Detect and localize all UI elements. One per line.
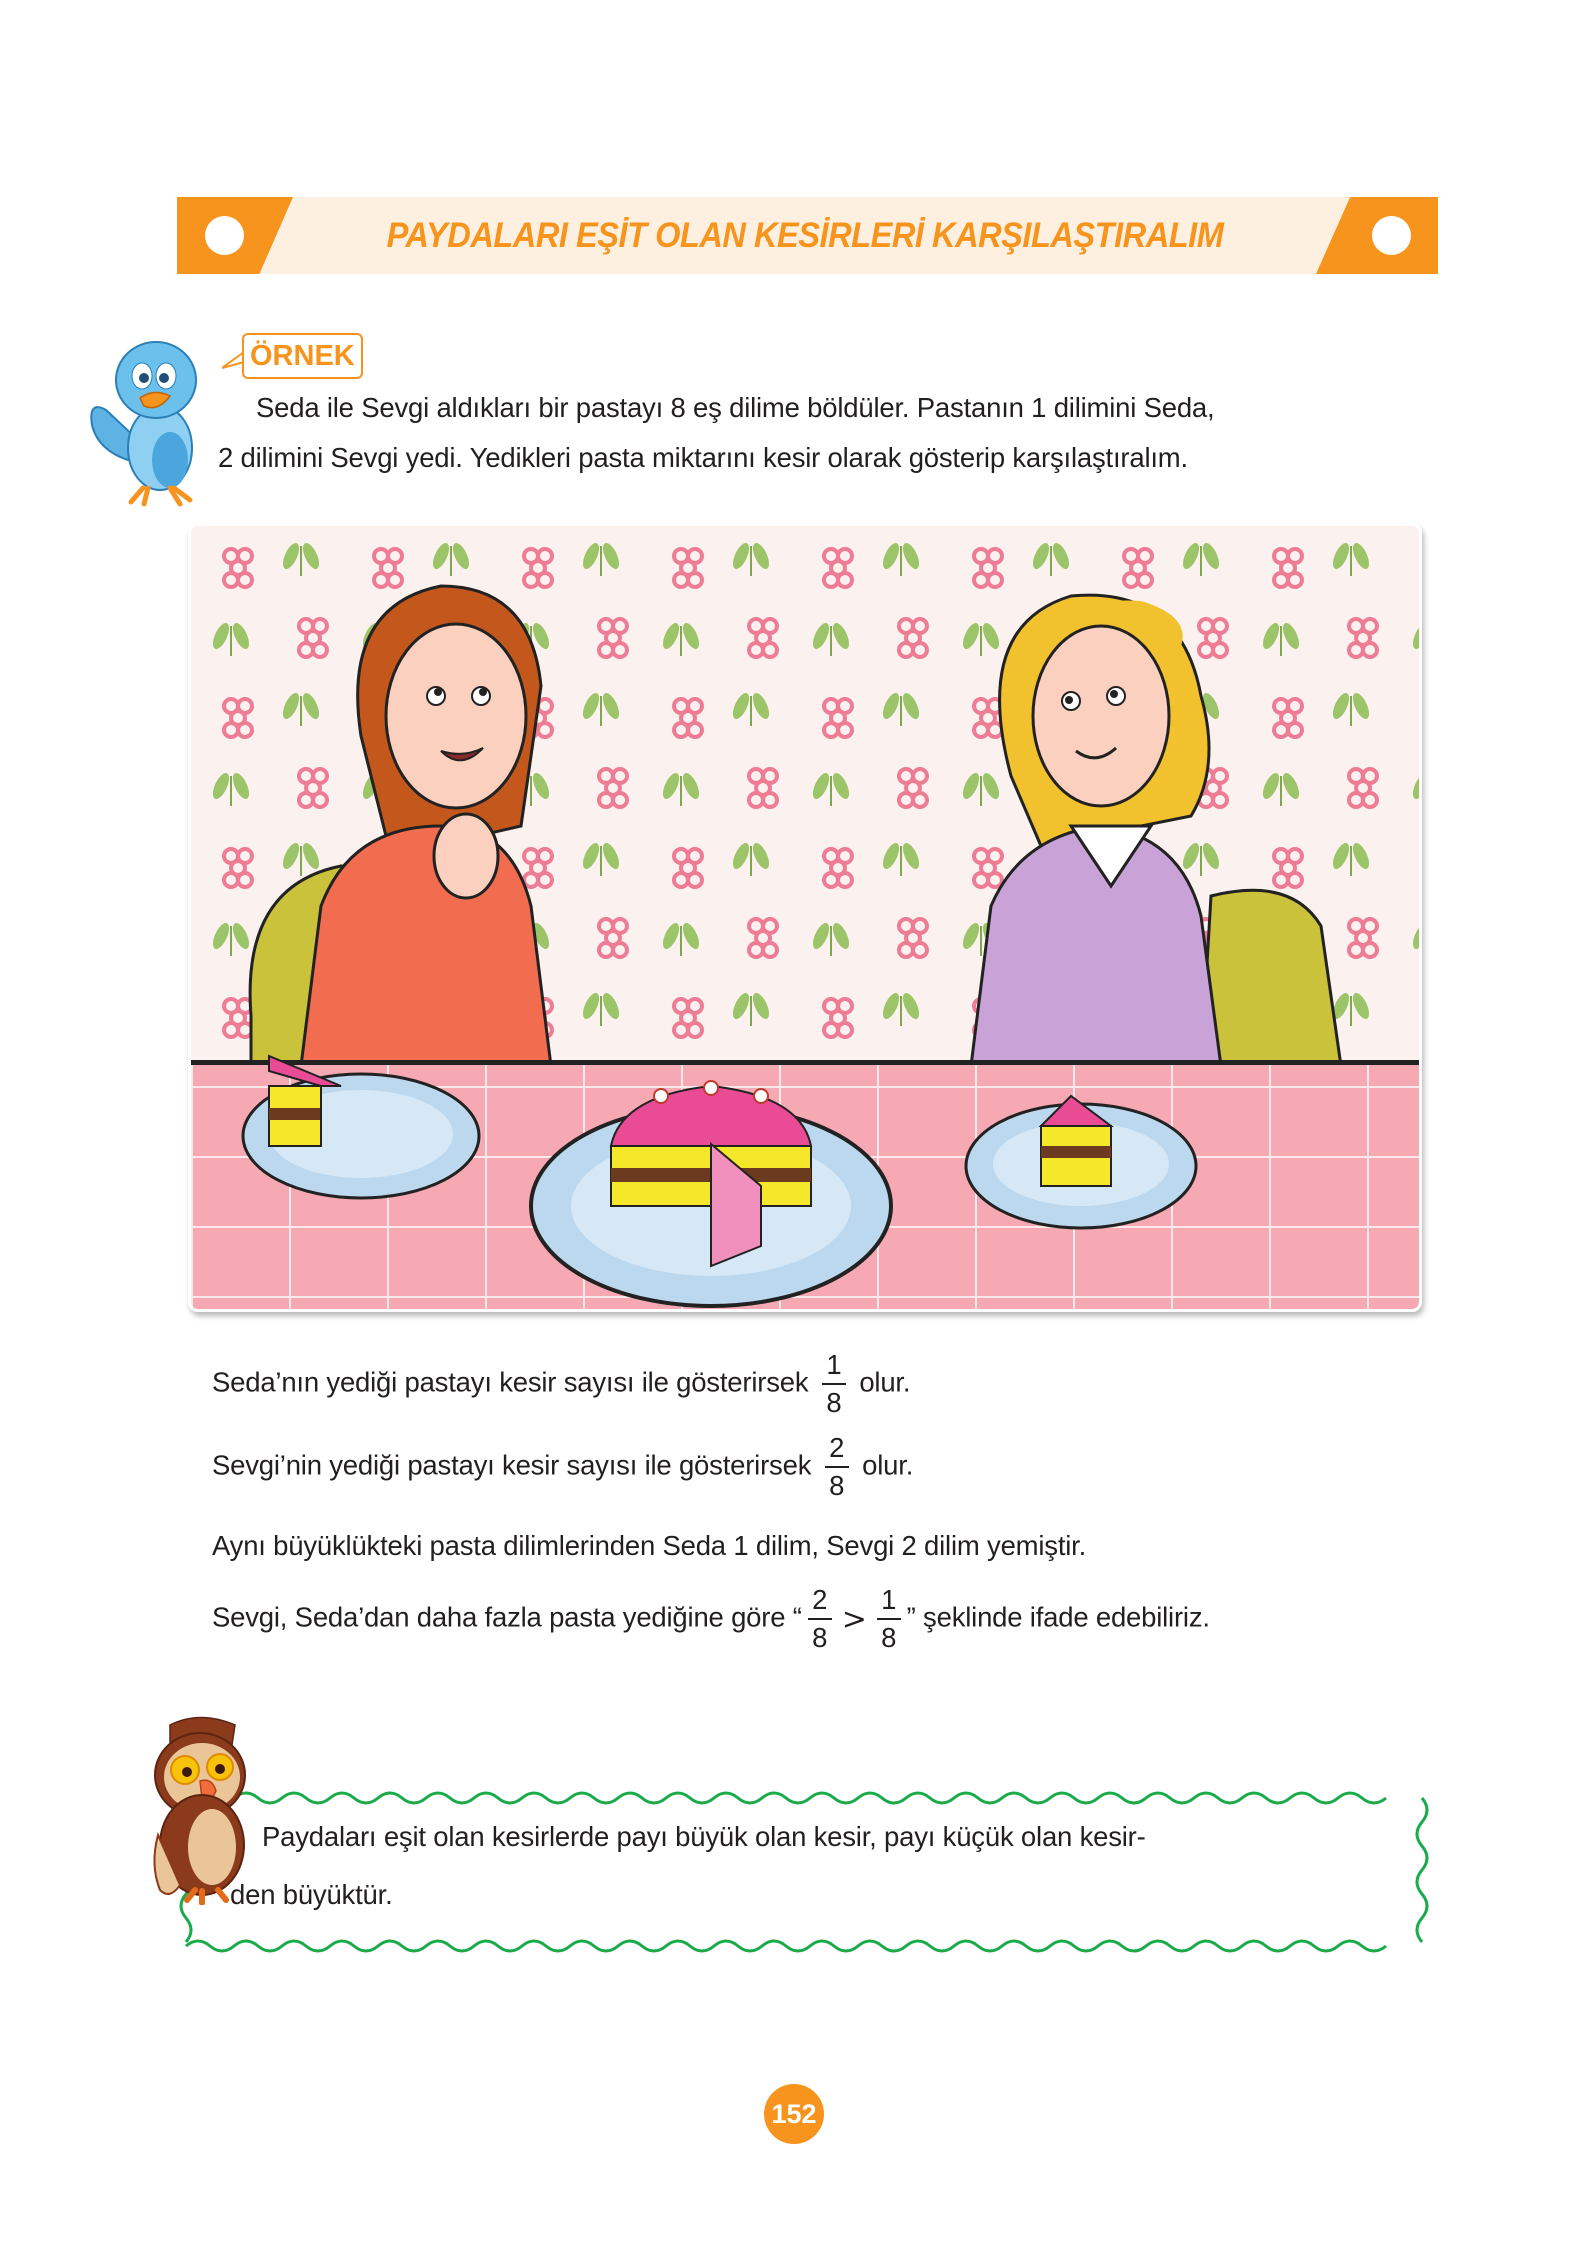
statement-comparison [212,1585,1210,1653]
banner-right-block [1316,197,1438,274]
statement-sevgi [212,1433,913,1501]
example-text [218,383,1442,483]
fraction-2-8 [808,1585,832,1653]
rule-text [230,1808,1410,1924]
numerator: 2 [812,1584,828,1615]
rule-line-2: den büyüktür. [230,1879,393,1910]
fraction-2-8 [825,1433,849,1501]
statement-seda [212,1350,910,1418]
statement-text: Sevgi’nin yediği pastayı kesir sayısı ile gösterirsek [212,1449,812,1481]
fraction-bar [822,1383,846,1385]
greater-than-sign: > [841,1601,867,1637]
denominator: 8 [829,1470,845,1501]
example-line-2: 2 dilimini Sevgi yedi. Yedikleri pasta miktarını kesir olarak gösterip karşılaştıralım. [218,442,1188,473]
cake-illustration [188,523,1422,1312]
page-number-badge: 152 [764,2084,824,2144]
statement-text: Seda’nın yediği pastayı kesir sayısı ile gösterirsek [212,1366,809,1398]
section-title: PAYDALARI EŞİT OLAN KESİRLERİ KARŞILAŞTIRALIM [386,216,1224,255]
denominator: 8 [881,1622,897,1653]
statement-slices: Aynı büyüklükteki pasta dilimlerinden Seda 1 dilim, Sevgi 2 dilim yemiştir. [212,1530,1087,1561]
rule-line-1: Paydaları eşit olan kesirlerde payı büyük olan kesir, payı küçük olan kesir- [262,1821,1146,1852]
statement-text: Sevgi, Seda’dan daha fazla pasta yediğine göre “ [212,1601,802,1633]
denominator: 8 [812,1622,828,1653]
denominator: 8 [826,1387,842,1418]
illustration-scene [191,526,1419,1309]
numerator: 2 [829,1432,845,1463]
numerator: 1 [826,1349,842,1380]
numerator: 1 [881,1584,897,1615]
fraction-bar [825,1466,849,1468]
circle-icon [1372,216,1411,255]
fraction-1-8 [877,1585,901,1653]
statement-end: olur. [862,1449,914,1481]
circle-icon [205,216,244,255]
statement-end: ” şeklinde ifade edebiliriz. [906,1601,1210,1633]
example-line-1: Seda ile Sevgi aldıkları bir pastayı 8 eş dilime böldüler. Pastanın 1 dilimini Seda, [256,392,1215,423]
fraction-bar [877,1618,901,1620]
statement-end: olur. [859,1366,911,1398]
fraction-bar [808,1618,832,1620]
blue-bird-icon [88,330,218,510]
section-title-banner [177,197,1438,274]
fraction-1-8 [822,1350,846,1418]
example-badge: ÖRNEK [242,333,363,379]
banner-left-block [177,197,293,274]
